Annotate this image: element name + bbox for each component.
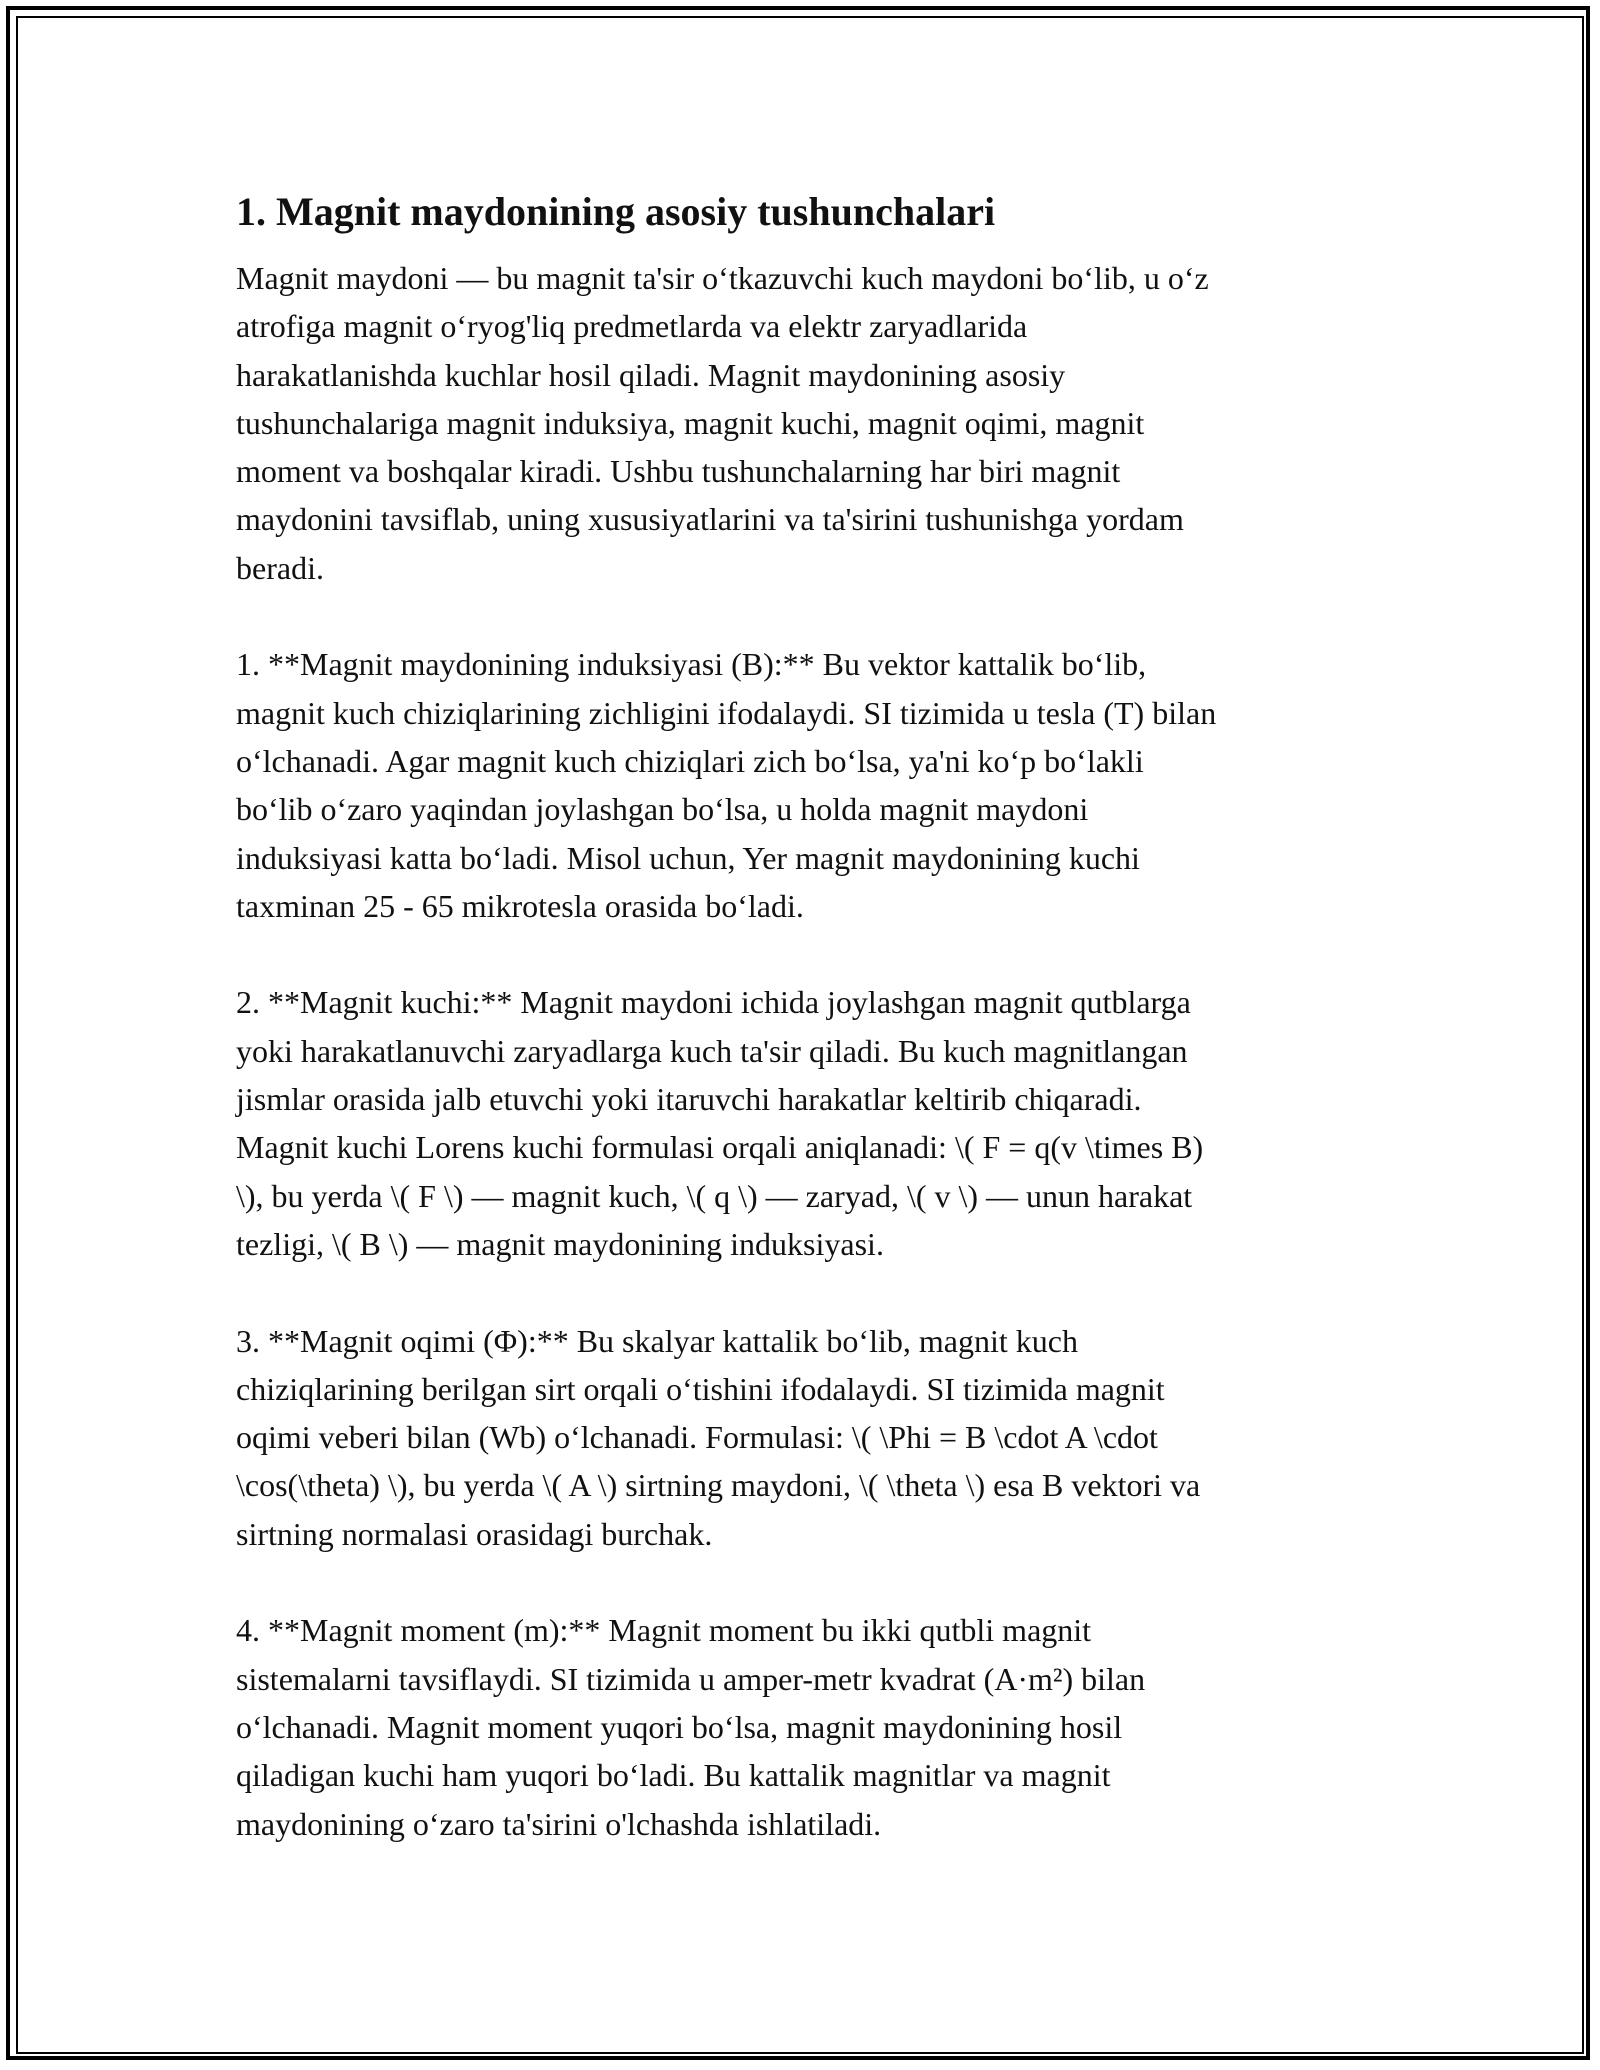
document-body <box>236 186 1366 1848</box>
magnetic-force-paragraph: 2. **Magnit kuchi:** Magnit maydoni ichida joylashgan magnit qutblarga yoki harakatlanuvchi zaryadlarga kuch ta'sir qiladi. Bu kuch magnitlangan jismlar orasida jalb etuvchi yoki itaruvchi harakatlar keltirib chiqaradi. Magnit kuchi Lorens kuchi formulasi orqali aniqlanadi: \( F = q(v \times B) \), bu yerda \( F \) — magnit kuch, \( q \) — zaryad, \( v \) — unun harakat tezligi, \( B \) — magnit maydonining induksiyasi. <box>236 984 1204 1262</box>
magnetic-flux-paragraph: 3. **Magnit oqimi (Φ):** Bu skalyar kattalik bo‘lib, magnit kuch chiziqlarining berilgan sirt orqali o‘tishini ifodalaydi. SI tizimida magnit oqimi veberi bilan (Wb) o‘lchanadi. Formulasi: \( \Phi = B \cdot A \cdot \cos(\theta) \), bu yerda \( A \) sirtning maydoni, \( \theta \) esa B vektori va sirtning normalasi orasidagi burchak. <box>236 1322 1201 1552</box>
intro-paragraph: Magnit maydoni — bu magnit ta'sir o‘tkazuvchi kuch maydoni bo‘lib, u o‘z atrofiga magnit o‘ryog'liq predmetlarda va elektr zaryadlarida harakatlanishda kuchlar hosil qiladi. Magnit maydonining asosiy tushunchalariga magnit induksiya, magnit kuchi, magnit oqimi, magnit moment va boshqalar kiradi. Ushbu tushunchalarning har biri magnit maydonini tavsiflab, uning xususiyatlarini va ta'sirini tushunishga yordam beradi. <box>236 260 1209 586</box>
section-heading: 1. Magnit maydonining asosiy tushunchalari <box>236 189 996 234</box>
magnetic-moment-paragraph: 4. **Magnit moment (m):** Magnit moment bu ikki qutbli magnit sistemalarni tavsiflaydi. SI tizimida u amper-metr kvadrat (A·m²) bilan o‘lchanadi. Magnit moment yuqori bo‘lsa, magnit maydonining hosil qiladigan kuchi ham yuqori bo‘ladi. Bu kattalik magnitlar va magnit maydonining o‘zaro ta'sirini o'lchashda ishlatiladi. <box>236 1612 1146 1842</box>
induction-paragraph: 1. **Magnit maydonining induksiyasi (B):** Bu vektor kattalik bo‘lib, magnit kuch chiziqlarining zichligini ifodalaydi. SI tizimida u tesla (T) bilan o‘lchanadi. Agar magnit kuch chiziqlari zich bo‘lsa, ya'ni ko‘p bo‘lakli bo‘lib o‘zaro yaqindan joylashgan bo‘lsa, u holda magnit maydoni induksiyasi katta bo‘ladi. Misol uchun, Yer magnit maydonining kuchi taxminan 25 - 65 mikrotesla orasida bo‘ladi. <box>236 646 1217 924</box>
